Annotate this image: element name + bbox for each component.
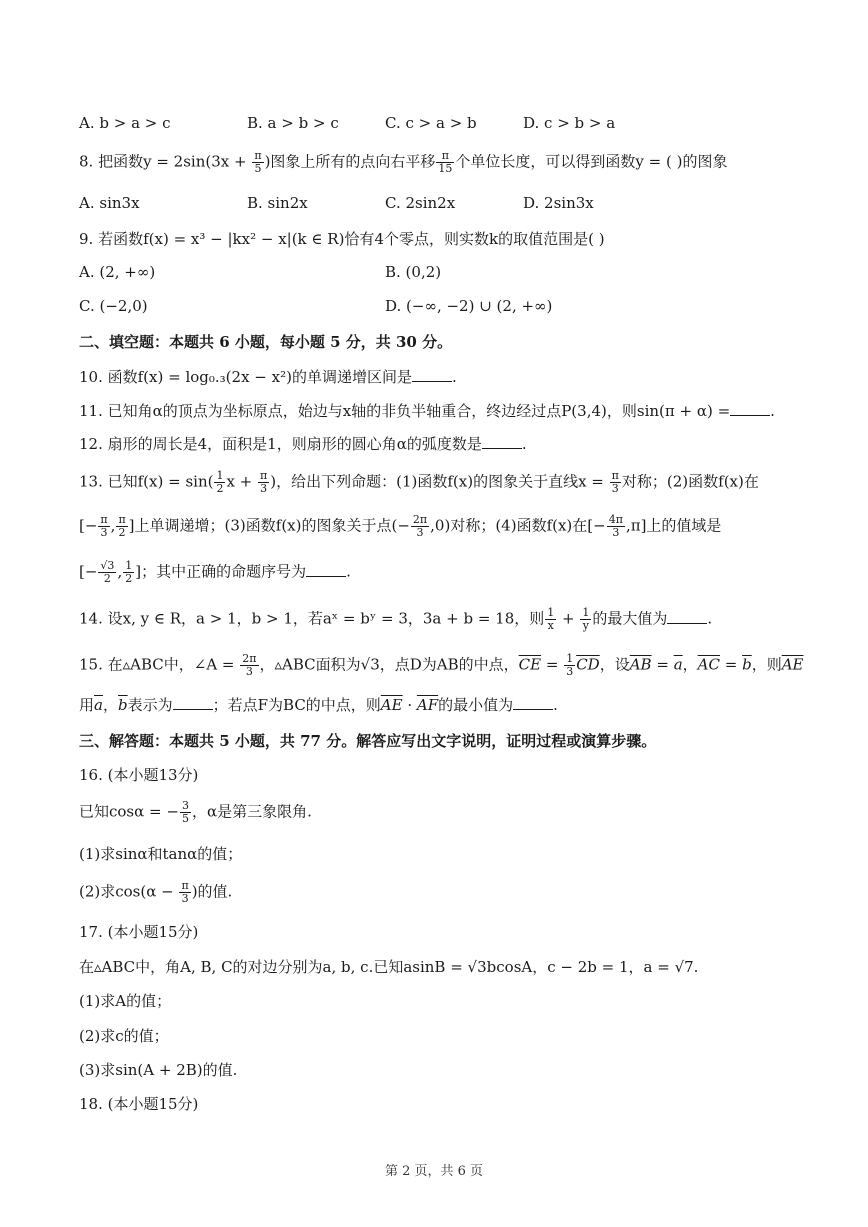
answer-blank <box>482 434 522 449</box>
q9-stem: 9. 若函数f(x) = x³ − |kx² − x|(k ∈ R)恰有4个零点，则实数k的取值范围是( ) <box>79 230 605 248</box>
q16-part-2: (2)求cos(α − $\frac{\pi}{3}$ )的值. <box>79 879 233 905</box>
q11-stem: 11. 已知角α的顶点为坐标原点，始边与x轴的非负半轴重合，终边经过点P(3,4)，则sin(π + α) = . <box>79 402 775 420</box>
q9-option-c: C. (−2,0) <box>79 297 148 315</box>
q13-line-3: [− $\frac{√3}{2}$ , $\frac{1}{2}$ ]；其中正确的命题序号为 . <box>79 559 351 585</box>
q7-option-c: C. c > a > b <box>385 114 477 132</box>
q18-header: 18. (本小题15分) <box>79 1095 199 1113</box>
q15-line-2: 用$\overline{a}$，$\overline{b}$表示为 ；若点F为BC的中点，则$\overline{AE} \cdot \overline{AF}$的最小值为 . <box>79 696 558 714</box>
q17-given: 在▵ABC中，角A, B, C的对边分别为a, b, c.已知asinB = √3bcosA，c − 2b = 1，a = √7. <box>79 958 699 976</box>
q8-option-c: C. 2sin2x <box>385 194 456 212</box>
answer-blank <box>730 401 770 416</box>
q16-part-1: (1)求sinα和tanα的值； <box>79 845 243 863</box>
answer-blank <box>173 695 213 710</box>
section-2-title: 二、填空题：本题共 6 小题，每小题 5 分，共 30 分。 <box>79 333 453 351</box>
section-3-title: 三、解答题：本题共 5 小题，共 77 分。解答应写出文字说明，证明过程或演算步骤。 <box>79 732 657 750</box>
q16-given: 已知cosα = − $\frac{3}{5}$ ，α是第三象限角. <box>79 799 312 825</box>
answer-blank <box>412 367 452 382</box>
q15-line-1: 15. 在▵ABC中，∠A = $\frac{2\pi}{3}$ ，▵ABC面积为√3，点D为AB的中点，$\overline{CE}$ = $\frac{1}{3}$ $\overline{CD}$，设$\overline{AB} = \overline{a}$，$\overline{AC} = \overline{b}$，则$\overline{AE}$ <box>79 652 804 678</box>
q8-option-a: A. sin3x <box>79 194 140 212</box>
q16-header: 16. (本小题13分) <box>79 766 199 784</box>
q9-option-a: A. (2, +∞) <box>79 263 156 281</box>
page-footer: 第 2 页，共 6 页 <box>384 1164 484 1179</box>
q7-option-d: D. c > b > a <box>523 114 616 132</box>
q12-stem: 12. 扇形的周长是4，面积是1，则扇形的圆心角α的弧度数是 . <box>79 435 527 453</box>
q7-option-a: A. b > a > c <box>79 114 171 132</box>
q17-part-2: (2)求c的值； <box>79 1027 169 1045</box>
q8-option-b: B. sin2x <box>247 194 308 212</box>
q7-option-b: B. a > b > c <box>247 114 339 132</box>
answer-blank <box>667 609 707 624</box>
q8-stem: 8. 把函数y = 2sin(3x + $\frac{\pi}{5}$ )图象上所有的点向右平移 $\frac{\pi}{15}$ 个单位长度，可以得到函数y = ( )的图象 <box>79 149 728 175</box>
q10-stem: 10. 函数f(x) = log₀.₃(2x − x²)的单调递增区间是 . <box>79 368 457 386</box>
q14-stem: 14. 设x, y ∈ R，a > 1，b > 1，若aˣ = bʸ = 3，3a + b = 18，则 $\frac{1}{x}$ + $\frac{1}{y}$ 的最大值为 . <box>79 606 713 632</box>
answer-blank <box>306 562 346 577</box>
q17-part-1: (1)求A的值； <box>79 992 172 1010</box>
answer-blank <box>513 695 553 710</box>
q8-option-d: D. 2sin3x <box>523 194 594 212</box>
q9-option-d: D. (−∞, −2) ∪ (2, +∞) <box>385 297 553 315</box>
q17-header: 17. (本小题15分) <box>79 923 199 941</box>
q13-line-1: 13. 已知f(x) = sin( $\frac{1}{2}$ x + $\frac{\pi}{3}$ )，给出下列命题：(1)函数f(x)的图象关于直线x = $\frac{\pi}{3}$ 对称；(2)函数f(x)在 <box>79 469 759 495</box>
q17-part-3: (3)求sin(A + 2B)的值. <box>79 1061 238 1079</box>
q9-option-b: B. (0,2) <box>385 263 442 281</box>
q13-line-2: [− $\frac{\pi}{3}$ , $\frac{\pi}{2}$ ]上单调递增；(3)函数f(x)的图象关于点(− $\frac{2\pi}{3}$ ,0)对称；(4)函数f(x)在[− $\frac{4\pi}{3}$ ,π]上的值域是 <box>79 513 722 539</box>
